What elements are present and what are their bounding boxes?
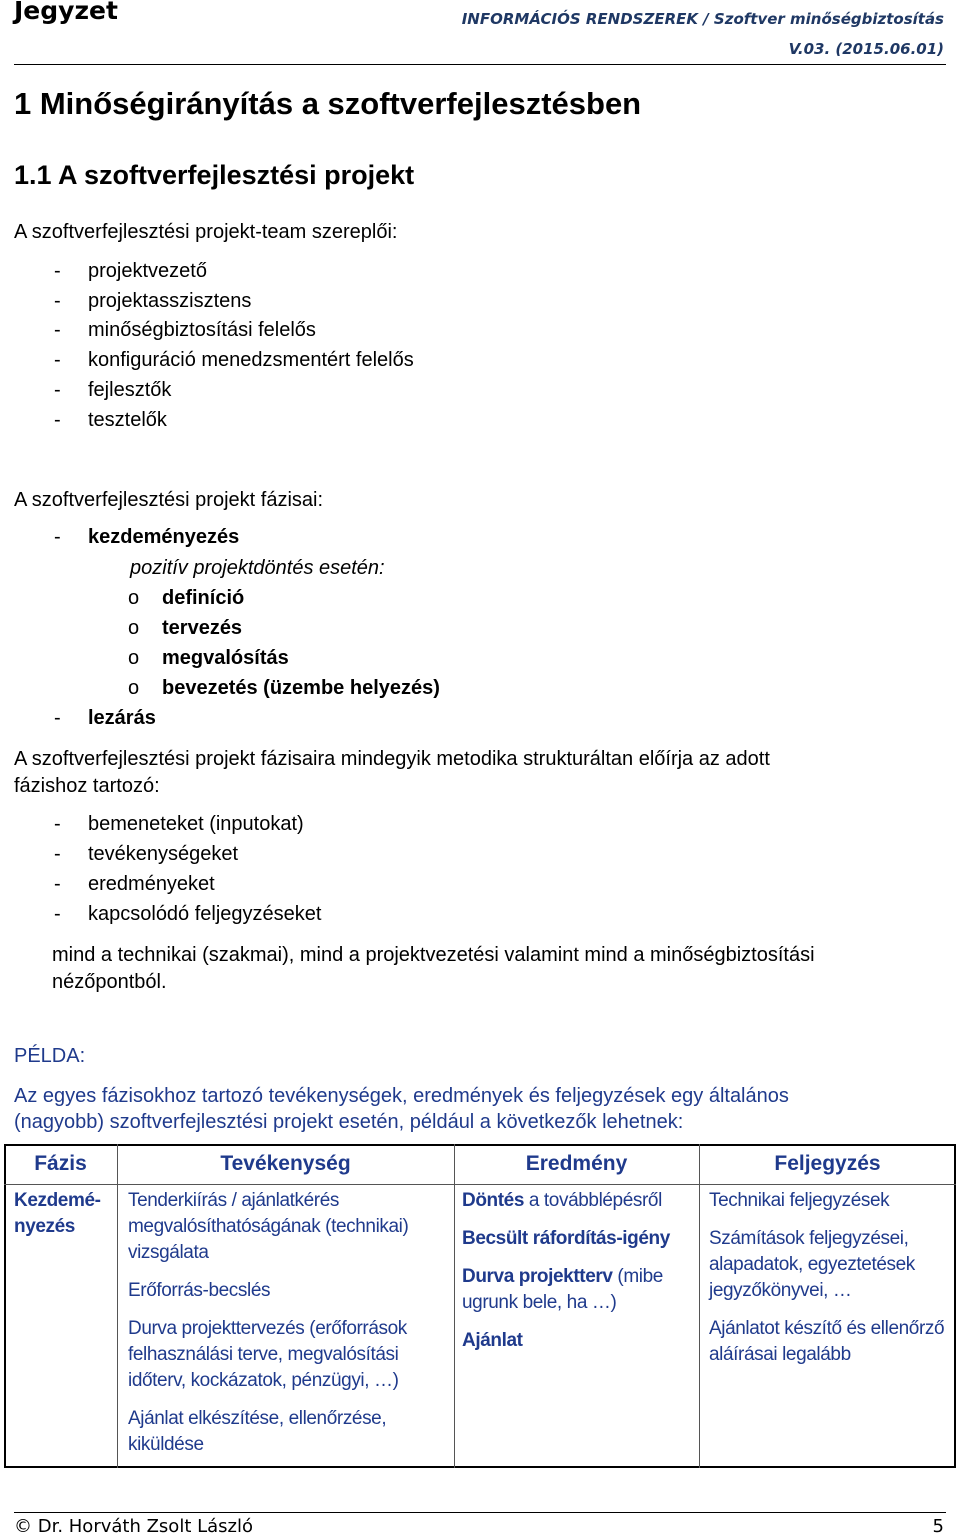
table-header-phase: Fázis: [34, 1152, 87, 1175]
list-item: tevékenységeket: [88, 843, 239, 865]
list-bullet: -: [54, 379, 61, 401]
table-cell-notes: [709, 1188, 949, 1368]
list-bullet: -: [54, 903, 61, 925]
result-item: [462, 1328, 694, 1354]
table-header-note: Feljegyzés: [774, 1152, 881, 1175]
list-item: bemeneteket (inputokat): [88, 813, 304, 835]
table-header-activity: Tevékenység: [220, 1152, 351, 1175]
result-item: [462, 1188, 694, 1214]
list-bullet: -: [54, 319, 61, 341]
table-header-result: Eredmény: [525, 1152, 628, 1175]
table-header-divider: [4, 1184, 956, 1185]
method-para-line2: fázishoz tartozó:: [14, 775, 160, 797]
phases-intro: A szoftverfejlesztési projekt fázisai:: [14, 489, 324, 511]
method-closing-line2: nézőpontból.: [52, 971, 167, 993]
sub-bullet: o: [128, 617, 140, 639]
sub-bullet: o: [128, 587, 140, 609]
phase-sub-item: megvalósítás: [162, 647, 289, 669]
footer-divider: [14, 1512, 946, 1513]
result-bold: Döntés: [462, 1190, 524, 1211]
team-intro: A szoftverfejlesztési projekt-team szereplői:: [14, 221, 398, 243]
phase-first: kezdeményezés: [88, 526, 240, 548]
table-cell-activities: [128, 1188, 446, 1458]
table-cell-phase: [14, 1188, 114, 1240]
list-bullet: -: [54, 813, 61, 835]
result-bold: Durva projektterv: [462, 1266, 613, 1287]
list-item: projektvezető: [88, 260, 207, 282]
list-bullet: -: [54, 260, 61, 282]
example-label: PÉLDA:: [14, 1045, 86, 1067]
activity-item: Durva projekttervezés (erőforrások felhasználási terve, megvalósítási időterv, kockázatok, pénzügyi, …): [128, 1318, 407, 1391]
header-subtitle: [462, 4, 944, 64]
header-title: Jegyzet: [14, 0, 118, 25]
phase-sub-item: bevezetés (üzembe helyezés): [162, 677, 440, 699]
page-number: 5: [932, 1516, 944, 1537]
list-item: konfiguráció menedzsmentért felelős: [88, 349, 414, 371]
list-item: projektasszisztens: [88, 290, 252, 312]
phase-sub-item: definíció: [162, 587, 245, 609]
method-closing-line1: mind a technikai (szakmai), mind a projektvezetési valamint mind a minőségbiztosítási: [52, 944, 815, 966]
list-bullet: -: [54, 290, 61, 312]
phase-last: lezárás: [88, 707, 156, 729]
header-version: V.03. (2015.06.01): [788, 40, 944, 58]
result-rest: a továbblépésről: [524, 1190, 662, 1211]
phase-line: nyezés: [14, 1216, 75, 1237]
list-bullet: -: [54, 873, 61, 895]
phase-sub-item: tervezés: [162, 617, 243, 639]
result-bold: Ajánlat: [462, 1330, 523, 1351]
method-para-line1: A szoftverfejlesztési projekt fázisaira mindegyik metodika strukturáltan előírja az adott: [14, 748, 770, 770]
activity-item: Erőforrás-becslés: [128, 1280, 271, 1301]
note-item: Számítások feljegyzései, alapadatok, egyeztetések jegyzőkönyvei, …: [709, 1228, 915, 1301]
list-bullet: -: [54, 526, 61, 548]
list-bullet: -: [54, 409, 61, 431]
result-rest: (mibe ugrunk bele, ha …): [462, 1266, 663, 1313]
heading-1: 1 Minőségirányítás a szoftverfejlesztésben: [14, 86, 642, 121]
sub-bullet: o: [128, 677, 140, 699]
result-bold: Becsült ráfordítás-igény: [462, 1228, 670, 1249]
table-column-divider: [699, 1144, 700, 1468]
list-item: eredményeket: [88, 873, 215, 895]
note-item: Technikai feljegyzések: [709, 1190, 890, 1211]
list-item: minőségbiztosítási felelős: [88, 319, 316, 341]
footer-author: © Dr. Horváth Zsolt László: [14, 1516, 253, 1537]
table-column-divider: [454, 1144, 455, 1468]
list-bullet: -: [54, 843, 61, 865]
activity-item: Ajánlat elkészítése, ellenőrzése, kiküldése: [128, 1408, 387, 1455]
example-intro-line1: Az egyes fázisokhoz tartozó tevékenységek, eredmények és feljegyzések egy általános: [14, 1085, 789, 1107]
activity-item: Tenderkiírás / ajánlatkérés megvalósíthatóságának (technikai) vizsgálata: [128, 1190, 409, 1263]
header-course: INFORMÁCIÓS RENDSZEREK / Szoftver minőségbiztosítás: [461, 10, 944, 28]
result-item: [462, 1226, 694, 1252]
phase-conditional: pozitív projektdöntés esetén:: [130, 557, 385, 579]
note-item: Ajánlatot készítő és ellenőrző aláírásai legalább: [709, 1318, 945, 1365]
list-bullet: -: [54, 707, 61, 729]
table-cell-results: [462, 1188, 694, 1354]
table-column-divider: [117, 1144, 118, 1468]
phase-line: Kezdemé-: [14, 1190, 101, 1211]
header-divider: [14, 64, 946, 65]
list-bullet: -: [54, 349, 61, 371]
result-item: [462, 1264, 694, 1316]
list-item: fejlesztők: [88, 379, 172, 401]
list-item: tesztelők: [88, 409, 167, 431]
example-table: [4, 1144, 956, 1468]
example-intro-line2: (nagyobb) szoftverfejlesztési projekt esetén, például a következők lehetnek:: [14, 1111, 684, 1133]
list-item: kapcsolódó feljegyzéseket: [88, 903, 322, 925]
sub-bullet: o: [128, 647, 140, 669]
heading-2: 1.1 A szoftverfejlesztési projekt: [14, 160, 415, 190]
